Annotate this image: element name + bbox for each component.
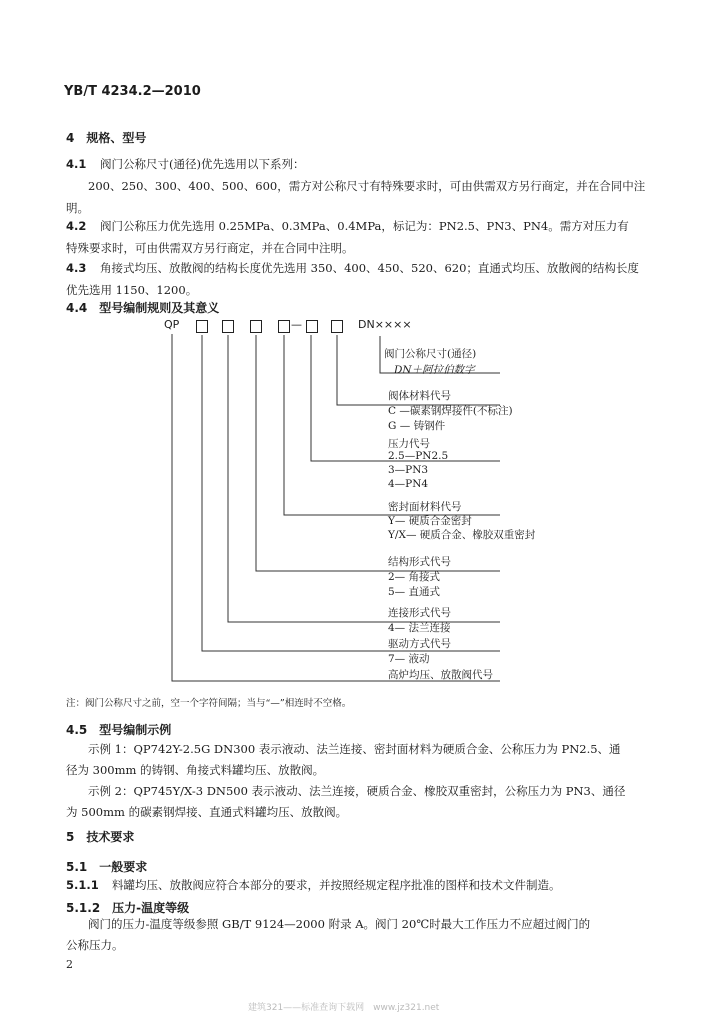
body-material-c: C —碳素钢焊接件(不标注) [388, 405, 513, 417]
clause-number: 5.1.1 [66, 878, 99, 892]
body-material-g: G — 铸钢件 [388, 420, 446, 432]
clause-5-1-1 [66, 874, 561, 896]
clause-5-1-heading: 5.1 一般要求 [66, 860, 148, 874]
structure-2: 2— 角接式 [388, 571, 441, 583]
section-4-heading: 4 规格、型号 [66, 131, 147, 145]
clause-4-2-line2: 特殊要求时，可由供需双方另行商定，并在合同中注明。 [66, 241, 354, 255]
seal-material-y: Y— 硬质合金密封 [388, 515, 472, 527]
nominal-size-desc: DN＋阿拉伯数字 [394, 364, 475, 376]
body-material-label: 阀体材料代号 [388, 390, 451, 402]
clause-text: 料罐均压、放散阀应符合本部分的要求，并按照经规定程序批准的图样和技术文件制造。 [112, 878, 561, 892]
example-1-line2: 径为 300mm 的铸钢、角接式料罐均压、放散阀。 [66, 763, 325, 777]
drive-7: 7— 液动 [388, 653, 430, 665]
clause-5-1-2-line2: 公称压力。 [66, 938, 124, 952]
clause-4-3-line2: 优先选用 1150、1200。 [66, 283, 198, 297]
valve-code-label: 高炉均压、放散阀代号 [388, 669, 493, 681]
page-number: 2 [66, 958, 73, 971]
clause-number: 4.3 [66, 261, 87, 275]
example-2-line1: 示例 2：QP745Y/X-3 DN500 表示液动、法兰连接，硬质合金、橡胶双重密封，公称压力为 PN3、通径 [88, 784, 626, 798]
diagram-note: 注：阀门公称尺寸之前，空一个字符间隔；当与“—”相连时不空格。 [66, 698, 352, 709]
clause-4-1-line2: 200、250、300、400、500、600，需方对公称尺寸有特殊要求时，可由供需双方另行商定，并在合同中注 [88, 179, 646, 193]
pressure-3: 3—PN3 [388, 464, 429, 476]
clause-4-4-heading: 4.4 型号编制规则及其意义 [66, 301, 220, 315]
structure-5: 5— 直通式 [388, 586, 441, 598]
code-dash: — [291, 318, 302, 331]
clause-4-1-line3: 明。 [66, 201, 89, 215]
connection-4: 4— 法兰连接 [388, 622, 451, 634]
clause-text: 阀门公称尺寸(通径)优先选用以下系列： [100, 157, 305, 171]
clause-5-1-2-heading: 5.1.2 压力-温度等级 [66, 901, 190, 915]
example-2-line2: 为 500mm 的碳素钢焊接、直通式料罐均压、放散阀。 [66, 805, 348, 819]
seal-material-label: 密封面材料代号 [388, 501, 462, 513]
clause-text: 阀门公称压力优先选用 0.25MPa、0.3MPa、0.4MPa，标记为：PN2.5、PN3、PN4。需方对压力有 [100, 219, 629, 233]
clause-text: 角接式均压、放散阀的结构长度优先选用 350、400、450、520、620；直通式均压、放散阀的结构长度 [100, 261, 639, 275]
connection-label: 连接形式代号 [388, 607, 451, 619]
clause-number: 4.1 [66, 157, 87, 171]
seal-material-yx: Y/X— 硬质合金、橡胶双重密封 [388, 529, 536, 541]
standard-number: YB/T 4234.2—2010 [64, 84, 201, 99]
clause-4-5-heading: 4.5 型号编制示例 [66, 723, 172, 737]
nominal-size-label: 阀门公称尺寸(通径) [384, 348, 477, 360]
structure-label: 结构形式代号 [388, 556, 451, 568]
pressure-4: 4—PN4 [388, 478, 429, 490]
pressure-2-5: 2.5—PN2.5 [388, 450, 449, 462]
clause-5-1-2-line1: 阀门的压力-温度等级参照 GB/T 9124—2000 附录 A。阀门 20℃时最大工作压力不应超过阀门的 [88, 917, 591, 931]
clause-number: 4.2 [66, 219, 87, 233]
watermark: 建筑321——标准查询下载网 www.jz321.net [248, 1003, 440, 1013]
model-prefix: QP [164, 318, 180, 331]
section-5-heading: 5 技术要求 [66, 830, 135, 844]
code-nominal-size: DN×××× [358, 318, 412, 331]
drive-label: 驱动方式代号 [388, 638, 451, 650]
example-1-line1: 示例 1：QP742Y-2.5G DN300 表示液动、法兰连接、密封面材料为硬质合金、公称压力为 PN2.5、通 [88, 742, 621, 756]
pressure-label: 压力代号 [388, 438, 430, 450]
